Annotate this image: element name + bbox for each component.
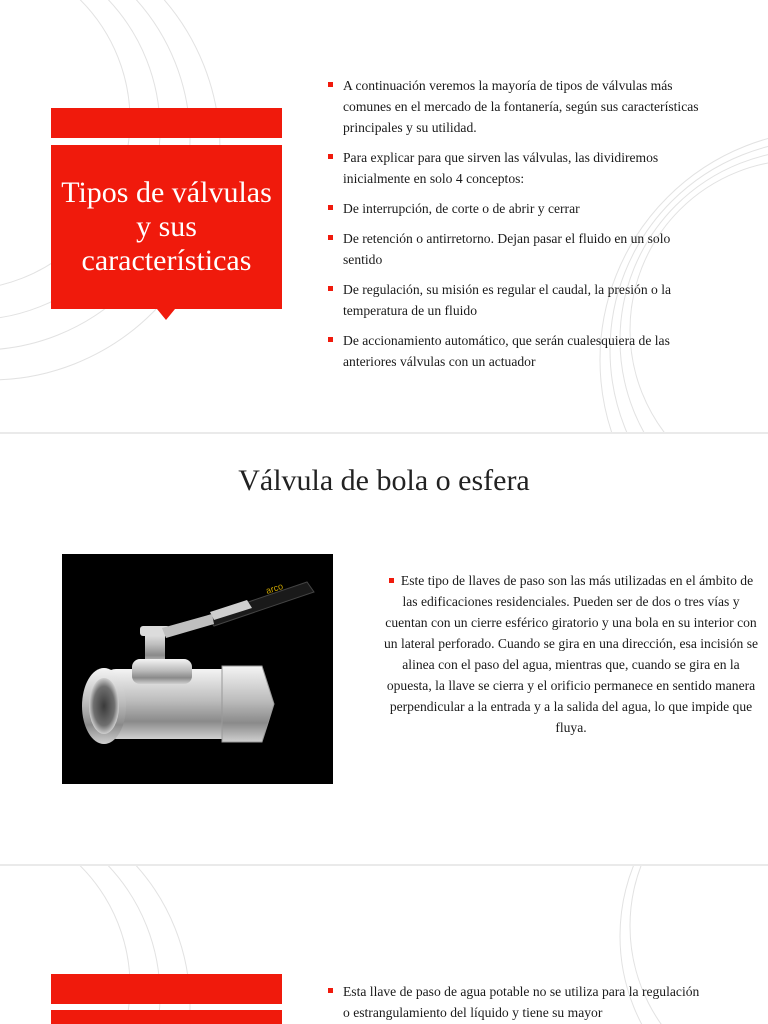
bullet-item: De interrupción, de corte o de abrir y cerrar (328, 198, 706, 219)
slide-title: Válvula de bola o esfera (238, 464, 530, 497)
bullet-item: De retención o antirretorno. Dejan pasar el fluido en un solo sentido (328, 228, 706, 270)
accent-bar (51, 974, 282, 1004)
bullet-item: De regulación, su misión es regular el caudal, la presión o la temperatura de un fluido (328, 279, 706, 321)
bullet-list (328, 75, 706, 381)
brand-label: arco (264, 580, 285, 596)
slide-2 (0, 434, 768, 864)
title-pointer (157, 309, 175, 320)
bullet-item: Para explicar para que sirven las válvulas, las dividiremos inicialmente en solo 4 conceptos: (328, 147, 706, 189)
title-box-top (51, 1010, 282, 1024)
bullet-item: Esta llave de paso de agua potable no se utiliza para la regulación o estrangulamiento del líquido y tiene su mayor (328, 981, 706, 1023)
bullet-item: A continuación veremos la mayoría de tipos de válvulas más comunes en el mercado de la fontanería, según sus características principales y su utilidad. (328, 75, 706, 138)
bullet-item: De accionamiento automático, que serán cualesquiera de las anteriores válvulas con un actuador (328, 330, 706, 372)
slide-1 (0, 0, 768, 432)
description-text (380, 570, 762, 738)
bullet-marker (389, 578, 394, 583)
accent-bar (51, 108, 282, 138)
slide-3 (0, 866, 768, 1024)
title-box (51, 145, 282, 309)
bullet-list (328, 981, 706, 1024)
slide-title: Tipos de válvulas y sus características (61, 176, 272, 277)
ball-valve-image (62, 554, 333, 784)
description-body: Este tipo de llaves de paso son las más utilizadas en el ámbito de las edificaciones residenciales. Pueden ser de dos o tres vías y cuentan con un cierre esférico giratorio y una bola en su interior con un lateral perforado. Cuando se gira en una dirección, esa incisión se alinea con el paso del agua, mientras que, cuando se gira en la opuesta, la llave se cierra y el orificio permanece en sentido manera perpendicular a la entrada y a la salida del agua, lo que impide que fluya. (383, 573, 759, 735)
